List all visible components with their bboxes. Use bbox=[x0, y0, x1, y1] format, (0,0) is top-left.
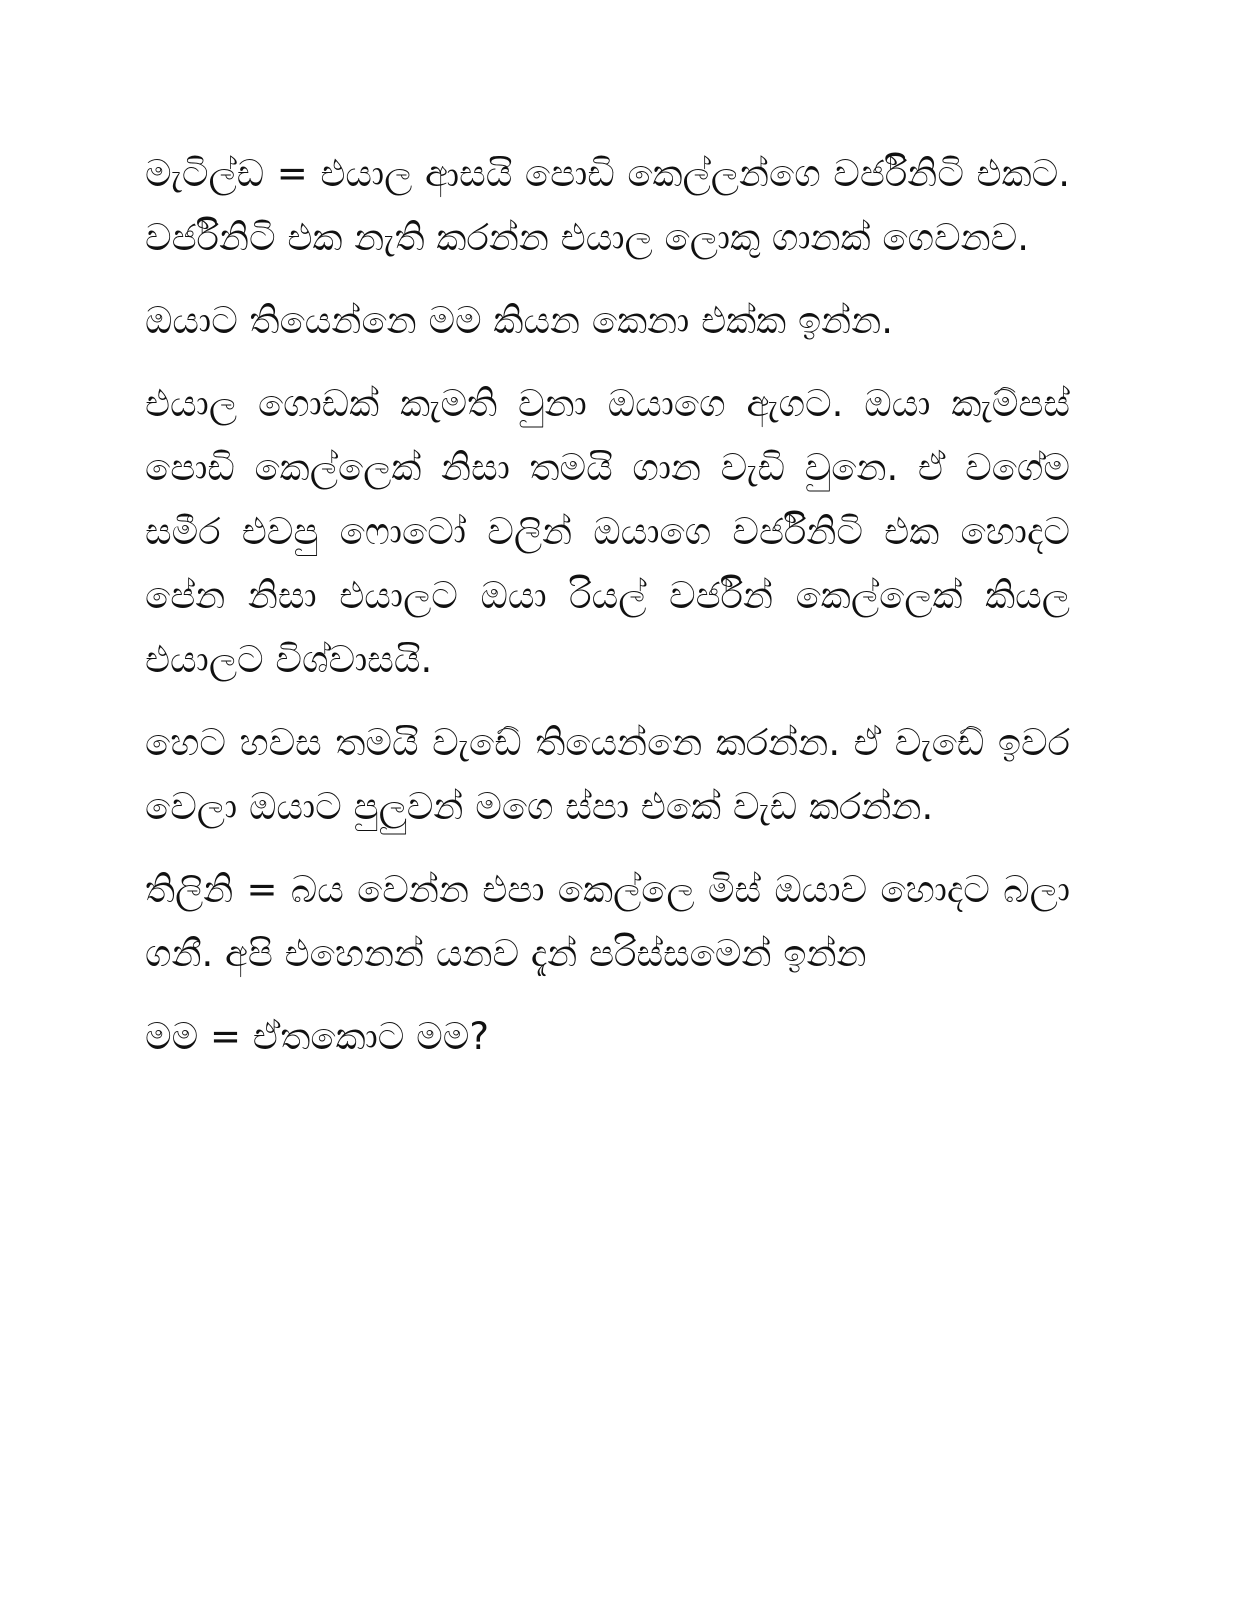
paragraph-they-liked: එයාල ගොඩක් කැමති වුනා ඔයාගෙ ඇගට. ඔයා කැම්පස් පොඩි කෙල්ලෙක් නිසා තමයි ගාන වැඩි වුනෙ. ඒ වගේම සමීර එවපු ෆොටෝ වලින් ඔයාගෙ වර්ජිනිටි එක හොදට පේන නිසා එයාලට ඔයා රියල් වර්ජින් කෙල්ලෙක් කියල එයාලට විශ්වාසයි. bbox=[145, 382, 1070, 681]
paragraph-mama: මම = ඒතකොට මම? bbox=[145, 1015, 489, 1058]
paragraph-stay-with: ඔයාට තියෙන්නෙ මම කියන කෙනා එක්ක ඉන්න. bbox=[145, 299, 893, 342]
story-text bbox=[145, 142, 1070, 1088]
paragraph-matilda-intro: මැටිල්ඩ = එයාල ආසයි පොඩි කෙල්ලන්ගෙ වර්ජිනිටි එකට. වර්ජිනිටි එක නැති කරන්න එයාල ලොකු ගානක් ගෙවනව. bbox=[145, 152, 1070, 259]
paragraph-tomorrow-evening: හෙට හවස තමයි වැඩේ තියෙන්නෙ කරන්න. ඒ වැඩේ ඉවර වෙලා ඔයාට පුලුවන් මගෙ ස්පා එකේ වැඩ කරන්න. bbox=[145, 721, 1070, 828]
paragraph-thilini: තිලිනි = බය වෙන්න එපා කෙල්ලෙ මිස් ඔයාව හොදට බලා ගනී. අපි එහෙනන් යනව දැන් පරිස්සමෙන් ඉන්න bbox=[145, 868, 1070, 975]
